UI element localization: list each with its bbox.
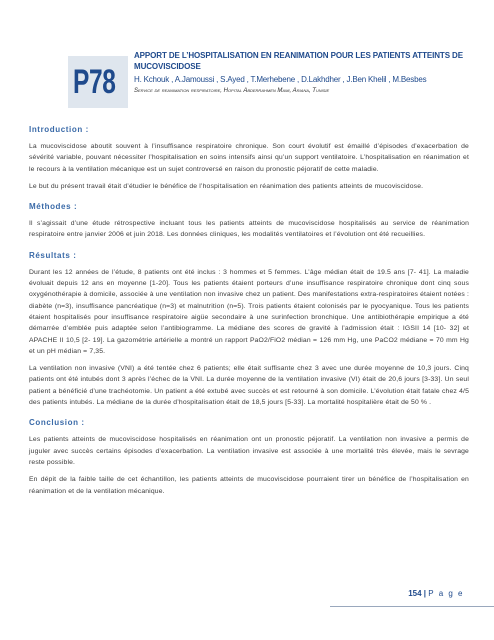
paragraph: En dépit de la faible taille de cet échantillon, les patients atteints de mucoviscidose pourraient tirer un bénéfice de l’hospitalisation en réanimation et de la ventilation mécanique. [29,476,469,495]
section-methodes [29,201,469,241]
section-heading: Résultats : [29,250,77,260]
paragraph: La mucoviscidose aboutit souvent à l’insuffisance respiratoire chronique. Son court évolutif est émaillé d’épisodes d’exacerbation de sévérité variable, pouvant nécessiter l’hospitalisation en soins intensifs ainsi qu’un support ventilatoire. L’hospitalisation en réanimation et le recours à la ventilation mécanique est un sujet controversé en raison du pronostic péjoratif de cette maladie. [29,143,469,173]
abstract-body [29,124,469,497]
paragraph: Les patients atteints de mucoviscidose hospitalisés en réanimation ont un pronostic péjoratif. La ventilation non invasive a permis de juguler avec succès certains épisodes d’exacerbation. La ventilation invasive est associée à une mortalité très élevée, mais le sevrage reste possible. [29,436,469,466]
footer-divider [330,606,494,607]
section-resultats [29,250,469,409]
page-label: P a g e [428,589,464,598]
section-heading: Méthodes : [29,202,78,212]
paragraph: La ventilation non invasive (VNI) a été tentée chez 6 patients; elle était suffisante chez 3 avec une durée moyenne de 10,3 jours. Cinq patients ont été intubés dont 3 après l’échec de la VNI. La durée moyenne de la ventilation invasive (VI) était de 20,6 jours [3-33]. Un seul patient a bénéficié d’une trachéotomie. Un patient a été extubé avec succès et est retourné à son domicile. L’évolution était fatale chez 4/5 des patients intubés. La médiane de la durée d’hospitalisation était de 18,5 jours [5-33]. La mortalité hospitalière était de 50 % . [29,365,469,407]
page-number [408,589,464,598]
affiliation: Service de reanimation respiratoire, Hopital Abderrahmen Mami, Ariana, Tunisie [134,88,330,94]
page-number-value: 154 [408,589,422,598]
page-separator: | [423,589,427,598]
poster-code-box [68,56,128,108]
page-footer [0,586,494,608]
paragraph: Durant les 12 années de l’étude, 8 patients ont été inclus : 3 hommes et 5 femmes. L’âge médian était de 19.5 ans [7- 41]. La maladie évoluait depuis 12 ans en moyenne [1-20]. Tous les patients étaient porteurs d’une insuffisance respiratoire chronique dont cinq sous oxygénothérapie à domicile, associée à une ventilation non invasive chez un patient. Des manifestations extra-respiratoires étaient notées : diabète (n=3), insuffisance pancréatique (n=3) et malnutrition (n=5). Trois patients étaient colonisés par le pyocyanique. Tous les patients étaient hospitalisés pour insuffisance respiratoire aigüe secondaire à une surinfection bronchique. Une antibiothérapie empirique a été démarrée d’emblée puis adaptée selon l’antibiogramme. La médiane des scores de gravité à l’admission était : IGSII 14 [10- 32] et APACHE II 10,5 [2- 19]. La gazométrie artérielle a montré un rapport PaO2/FiO2 médian = 126 mm Hg, une PaCO2 médiane = 70 mm Hg et un pH médian = 7,35. [29,268,470,355]
section-heading: Introduction : [29,125,89,134]
author-list: H. Kchouk , A.Jamoussi , S.Ayed , T.Merhebene , D.Lakhdher , J.Ben Khelil , M.Besbes [134,75,427,84]
paragraph: Il s’agissait d’une étude rétrospective incluant tous les patients atteints de mucoviscidose hospitalisés au service de réanimation respiratoire entre janvier 2006 et juin 2018. Les données cliniques, les modalités ventilatoires et l’évolution ont été recueillies. [29,220,469,239]
section-conclusion [29,417,469,496]
poster-code: P78 [73,63,116,101]
paragraph: Le but du présent travail était d’étudier le bénéfice de l’hospitalisation en réanimation des patients atteints de mucoviscidose. [29,182,424,190]
abstract-header [68,50,468,108]
abstract-title: APPORT DE L’HOSPITALISATION EN REANIMATION POUR LES PATIENTS ATTEINTS DE MUCOVISCIDOSE [134,51,463,71]
header-text [134,50,474,96]
section-heading: Conclusion : [29,418,85,428]
section-introduction [29,124,469,192]
